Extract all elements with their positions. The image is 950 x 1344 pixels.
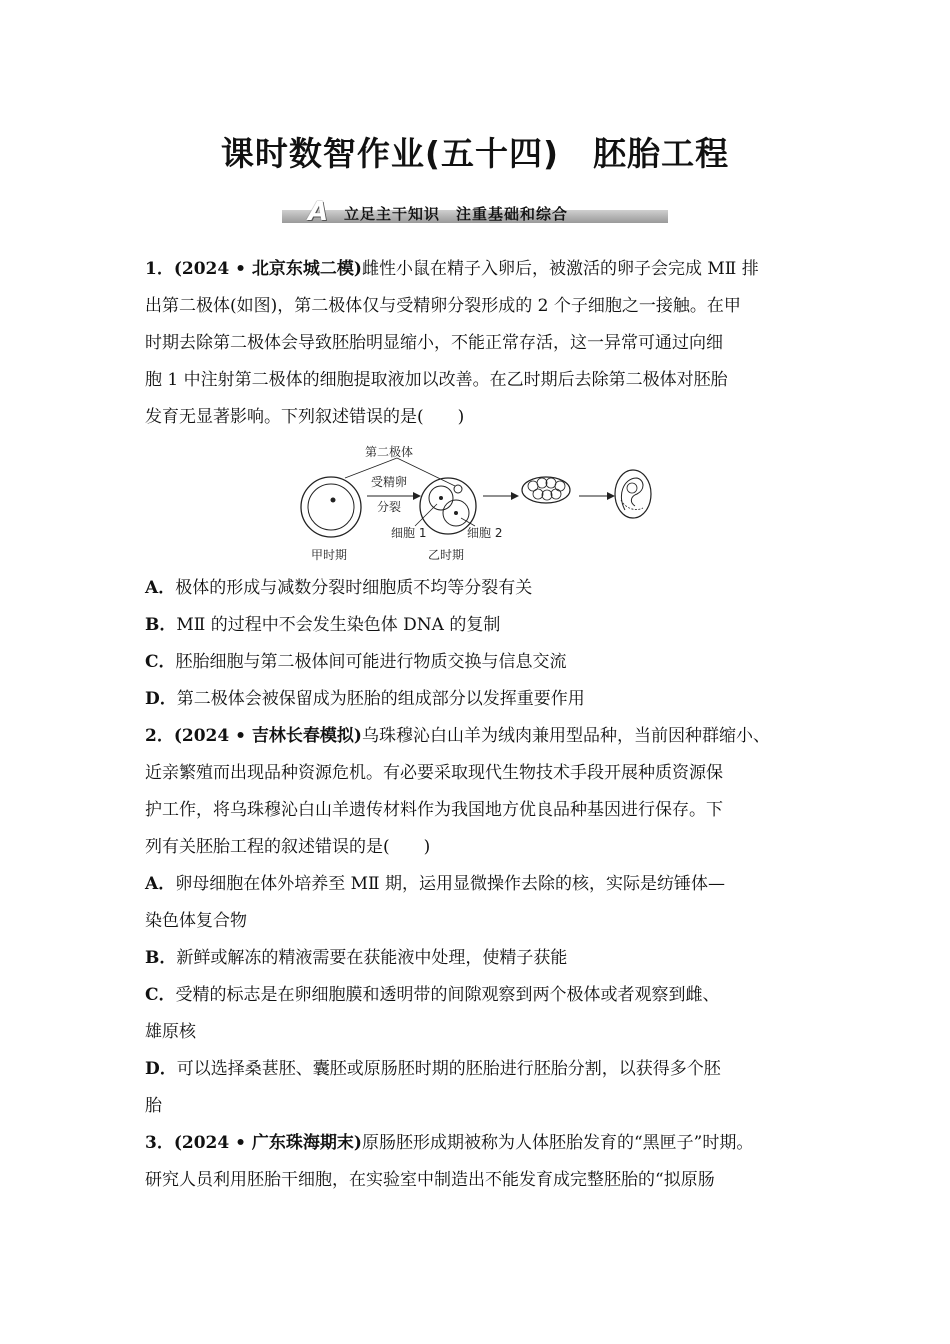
q1-line-5: 发育无显著影响。下列叙述错误的是( ) <box>145 407 465 427</box>
q1-option-d-text: 第二极体会被保留成为胚胎的组成部分以发挥重要作用 <box>176 689 585 709</box>
q1-option-b-label: B． <box>145 615 177 635</box>
q3-source: (2024 • 广东珠海期末) <box>173 1133 362 1153</box>
q1-text: 雌性小鼠在精子入卵后，被激活的卵子会完成 MⅡ 排 <box>361 259 759 279</box>
q1-line-4: 胞 1 中注射第二极体的细胞提取液加以改善。在乙时期后去除第二极体对胚胎 <box>145 370 728 390</box>
arrow-2 <box>483 492 519 500</box>
q2-number: 2． <box>145 726 174 746</box>
page-title: 课时数智作业(五十四) 胚胎工程 <box>220 134 730 173</box>
arrow-3 <box>579 492 615 500</box>
q1-option-d-label: D． <box>145 689 177 709</box>
q2-option-a-label: A． <box>145 874 176 894</box>
q2-option-d-label: D． <box>145 1059 177 1079</box>
q2-option-c-text-1: 受精的标志是在卵细胞膜和透明带的间隙观察到两个极体或者观察到雌、 <box>175 985 720 1005</box>
q2-line-1 <box>145 725 825 747</box>
q2-option-b[interactable] <box>145 947 825 969</box>
arrow-1 <box>367 492 421 500</box>
q1-number: 1． <box>145 259 174 279</box>
q2-line-2: 近亲繁殖而出现品种资源危机。有必要采取现代生物技术手段开展种质资源保 <box>145 763 723 783</box>
embryo-figure <box>295 438 665 568</box>
label-second-polar-body: 第二极体 <box>365 445 414 459</box>
q1-option-b[interactable] <box>145 614 825 636</box>
q2-option-d-cont: 胎 <box>145 1096 162 1116</box>
q2-option-c-label: C． <box>145 985 176 1005</box>
q2-option-b-text: 新鲜或解冻的精液需要在获能液中处理，使精子获能 <box>176 948 568 968</box>
q3-text: 原肠胚形成期被称为人体胚胎发育的“黑匣子”时期。 <box>361 1133 754 1153</box>
q2-text: 乌珠穆沁白山羊为绒肉兼用型品种，当前因种群缩小、 <box>361 726 770 746</box>
label-division: 分裂 <box>377 500 402 514</box>
q1-source: (2024 • 北京东城二模) <box>173 259 362 279</box>
q1-line-1 <box>145 258 825 280</box>
label-cell-2: 细胞 2 <box>467 526 503 540</box>
q1-option-c-label: C． <box>145 652 176 672</box>
q2-option-c-cont: 雄原核 <box>145 1022 196 1042</box>
q1-option-c[interactable] <box>145 651 825 673</box>
q2-option-a-cont: 染色体复合物 <box>145 911 247 931</box>
q2-option-a[interactable] <box>145 873 825 895</box>
morula <box>522 477 570 503</box>
section-heading: 立足主干知识 注重基础和综合 <box>344 205 569 223</box>
label-stage-a: 甲时期 <box>311 548 348 562</box>
q1-line-2: 出第二极体(如图)，第二极体仅与受精卵分裂形成的 2 个子细胞之一接触。在甲 <box>145 296 741 316</box>
q3-line-1 <box>145 1132 825 1154</box>
q1-option-a-text: 极体的形成与减数分裂时细胞质不均等分裂有关 <box>175 578 533 598</box>
embryo <box>615 470 651 518</box>
section-badge: A <box>308 197 329 227</box>
q3-number: 3． <box>145 1133 174 1153</box>
q1-option-a[interactable] <box>145 577 825 599</box>
q1-option-c-text: 胚胎细胞与第二极体间可能进行物质交换与信息交流 <box>175 652 567 672</box>
egg-stage-a <box>301 477 361 537</box>
q2-line-3: 护工作，将乌珠穆沁白山羊遗传材料作为我国地方优良品种基因进行保存。下 <box>145 800 723 820</box>
label-fertilized-egg: 受精卵 <box>371 475 408 489</box>
q1-option-b-text: MⅡ 的过程中不会发生染色体 DNA 的复制 <box>176 615 501 635</box>
q1-option-a-label: A． <box>145 578 176 598</box>
label-cell-1: 细胞 1 <box>391 526 427 540</box>
section-banner <box>282 199 668 229</box>
q2-option-b-label: B． <box>145 948 177 968</box>
q2-option-a-text-1: 卵母细胞在体外培养至 MⅡ 期，运用显微操作去除的核，实际是纺锤体— <box>175 874 725 894</box>
q3-line-2: 研究人员利用胚胎干细胞，在实验室中制造出不能发育成完整胚胎的“拟原肠 <box>145 1170 715 1190</box>
q2-option-c[interactable] <box>145 984 825 1006</box>
q1-line-3: 时期去除第二极体会导致胚胎明显缩小，不能正常存活，这一异常可通过向细 <box>145 333 723 353</box>
q1-option-d[interactable] <box>145 688 825 710</box>
q2-option-d-text-1: 可以选择桑葚胚、囊胚或原肠胚时期的胚胎进行胚胎分割，以获得多个胚 <box>176 1059 721 1079</box>
q2-line-4: 列有关胚胎工程的叙述错误的是( ) <box>145 837 431 857</box>
q2-source: (2024 • 吉林长春模拟) <box>173 726 362 746</box>
label-stage-b: 乙时期 <box>428 548 465 562</box>
q2-option-d[interactable] <box>145 1058 825 1080</box>
